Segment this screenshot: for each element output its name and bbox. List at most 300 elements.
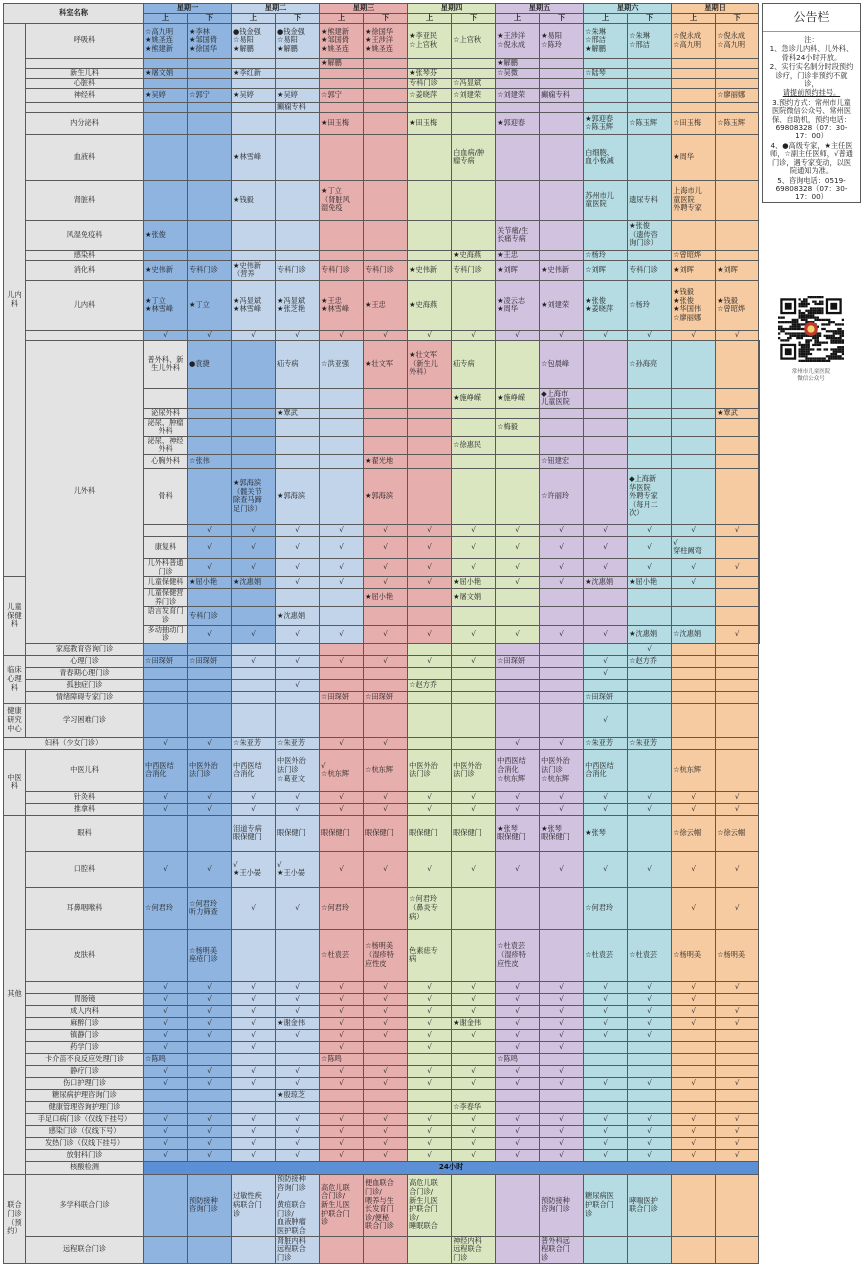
schedule-cell[interactable] bbox=[452, 929, 496, 981]
schedule-cell[interactable]: √ bbox=[320, 1041, 364, 1053]
schedule-cell[interactable]: √ bbox=[188, 1125, 232, 1137]
schedule-cell[interactable]: √ bbox=[232, 981, 276, 993]
schedule-cell[interactable]: √ bbox=[584, 1113, 628, 1125]
schedule-cell[interactable]: ★刘晖 bbox=[672, 260, 716, 280]
schedule-cell[interactable] bbox=[496, 667, 540, 679]
schedule-cell[interactable] bbox=[364, 102, 408, 112]
schedule-cell[interactable]: ☆田琛妍 bbox=[584, 691, 628, 703]
schedule-cell[interactable] bbox=[276, 68, 320, 78]
schedule-cell[interactable]: 疝专病 bbox=[276, 340, 320, 388]
schedule-cell[interactable]: √ bbox=[584, 1029, 628, 1041]
schedule-cell[interactable]: √ bbox=[232, 887, 276, 929]
schedule-cell[interactable]: √ bbox=[276, 1065, 320, 1077]
schedule-cell[interactable]: √ bbox=[232, 791, 276, 803]
schedule-cell[interactable]: √ bbox=[672, 330, 716, 340]
schedule-cell[interactable] bbox=[584, 78, 628, 88]
schedule-cell[interactable] bbox=[672, 1089, 716, 1101]
schedule-cell[interactable]: √ bbox=[452, 1125, 496, 1137]
schedule-cell[interactable]: √ bbox=[232, 1113, 276, 1125]
schedule-cell[interactable] bbox=[232, 408, 276, 418]
schedule-cell[interactable] bbox=[496, 408, 540, 418]
schedule-cell[interactable] bbox=[408, 1236, 452, 1263]
schedule-cell[interactable] bbox=[759, 607, 760, 625]
schedule-cell[interactable]: √ bbox=[144, 1125, 188, 1137]
schedule-cell[interactable]: √ bbox=[628, 1005, 672, 1017]
schedule-cell[interactable] bbox=[364, 180, 408, 220]
schedule-cell[interactable] bbox=[716, 655, 759, 667]
schedule-cell[interactable] bbox=[672, 388, 716, 408]
schedule-cell[interactable]: √ bbox=[276, 1125, 320, 1137]
schedule-cell[interactable]: √ bbox=[496, 1125, 540, 1137]
schedule-cell[interactable]: ★屈小艳 bbox=[364, 589, 408, 607]
schedule-cell[interactable]: √ bbox=[364, 1137, 408, 1149]
schedule-cell[interactable] bbox=[496, 607, 540, 625]
schedule-cell[interactable] bbox=[759, 524, 760, 536]
schedule-cell[interactable] bbox=[672, 58, 716, 68]
schedule-cell[interactable]: ★王涉洋 ☆倪永成 bbox=[496, 23, 540, 58]
schedule-cell[interactable] bbox=[232, 667, 276, 679]
schedule-cell[interactable] bbox=[672, 102, 716, 112]
schedule-cell[interactable] bbox=[188, 1053, 232, 1065]
schedule-cell[interactable]: ☆杨玲 bbox=[628, 280, 672, 330]
schedule-cell[interactable]: √ bbox=[628, 1125, 672, 1137]
schedule-cell[interactable] bbox=[364, 220, 408, 250]
schedule-cell[interactable]: ☆田琛妍 bbox=[188, 655, 232, 667]
schedule-cell[interactable] bbox=[584, 436, 628, 454]
schedule-cell[interactable] bbox=[408, 250, 452, 260]
schedule-cell[interactable]: ★屠文娟 bbox=[452, 589, 496, 607]
schedule-cell[interactable]: √ bbox=[628, 1137, 672, 1149]
schedule-cell[interactable]: √ bbox=[672, 981, 716, 993]
schedule-cell[interactable]: √ bbox=[584, 667, 628, 679]
schedule-cell[interactable] bbox=[584, 58, 628, 68]
schedule-cell[interactable]: √ bbox=[276, 803, 320, 815]
schedule-cell[interactable]: √ bbox=[584, 1149, 628, 1161]
schedule-cell[interactable]: √ bbox=[408, 1113, 452, 1125]
schedule-cell[interactable] bbox=[540, 887, 584, 929]
schedule-cell[interactable] bbox=[716, 1029, 759, 1041]
schedule-cell[interactable] bbox=[232, 929, 276, 981]
schedule-cell[interactable]: √ bbox=[540, 737, 584, 749]
schedule-cell[interactable]: √ bbox=[584, 1005, 628, 1017]
schedule-cell[interactable]: ★张俊 （遗传咨 询门诊） bbox=[628, 220, 672, 250]
schedule-cell[interactable] bbox=[452, 180, 496, 220]
schedule-cell[interactable] bbox=[759, 388, 760, 408]
schedule-cell[interactable] bbox=[188, 250, 232, 260]
schedule-cell[interactable] bbox=[408, 643, 452, 655]
schedule-cell[interactable] bbox=[276, 134, 320, 180]
schedule-cell[interactable]: ★徐国华 ★王涉洋 ★姚圣连 bbox=[364, 23, 408, 58]
schedule-cell[interactable]: ★谢金伟 bbox=[452, 1017, 496, 1029]
schedule-cell[interactable]: √ bbox=[144, 1137, 188, 1149]
schedule-cell[interactable]: √ bbox=[188, 981, 232, 993]
schedule-cell[interactable]: √ bbox=[276, 1005, 320, 1017]
schedule-cell[interactable] bbox=[584, 643, 628, 655]
schedule-cell[interactable] bbox=[496, 1174, 540, 1236]
schedule-cell[interactable] bbox=[276, 58, 320, 68]
schedule-cell[interactable]: √ bbox=[716, 981, 759, 993]
schedule-cell[interactable]: √ bbox=[716, 1077, 759, 1089]
schedule-cell[interactable] bbox=[496, 134, 540, 180]
schedule-cell[interactable] bbox=[144, 1174, 188, 1236]
schedule-cell[interactable]: ☆郭宁 bbox=[320, 88, 364, 102]
schedule-cell[interactable] bbox=[364, 88, 408, 102]
schedule-cell[interactable]: √ bbox=[540, 851, 584, 887]
schedule-cell[interactable] bbox=[540, 58, 584, 68]
schedule-cell[interactable]: 普外科远 程联合门 诊 bbox=[540, 1236, 584, 1263]
schedule-cell[interactable]: √ ☆杭东辉 bbox=[320, 749, 364, 791]
schedule-cell[interactable] bbox=[672, 1065, 716, 1077]
schedule-cell[interactable] bbox=[628, 418, 672, 436]
schedule-cell[interactable] bbox=[452, 220, 496, 250]
schedule-cell[interactable]: ★王忠 bbox=[496, 250, 540, 260]
schedule-cell[interactable] bbox=[496, 887, 540, 929]
schedule-cell[interactable]: √ bbox=[452, 791, 496, 803]
schedule-cell[interactable] bbox=[364, 78, 408, 88]
schedule-cell[interactable]: ☆杨明美 bbox=[716, 929, 759, 981]
schedule-cell[interactable]: ☆许丽玲 bbox=[540, 468, 584, 524]
schedule-cell[interactable]: ★解鹏 bbox=[320, 58, 364, 68]
schedule-cell[interactable]: √ bbox=[364, 737, 408, 749]
schedule-cell[interactable]: √ bbox=[452, 1113, 496, 1125]
schedule-cell[interactable]: √ bbox=[452, 1005, 496, 1017]
schedule-cell[interactable] bbox=[584, 408, 628, 418]
schedule-cell[interactable] bbox=[672, 1053, 716, 1065]
schedule-cell[interactable] bbox=[496, 340, 540, 388]
schedule-cell[interactable]: √ bbox=[232, 993, 276, 1005]
schedule-cell[interactable]: ★谢金伟 bbox=[276, 1017, 320, 1029]
schedule-cell[interactable]: ☆何君玲 bbox=[320, 887, 364, 929]
schedule-cell[interactable] bbox=[408, 220, 452, 250]
schedule-cell[interactable]: ☆朱亚芳 bbox=[584, 737, 628, 749]
schedule-cell[interactable]: ★施峥嵘 bbox=[452, 388, 496, 408]
schedule-cell[interactable] bbox=[716, 340, 759, 388]
schedule-cell[interactable]: ☆陈鸣 bbox=[320, 1053, 364, 1065]
schedule-cell[interactable]: √ bbox=[716, 1149, 759, 1161]
schedule-cell[interactable] bbox=[452, 468, 496, 524]
schedule-cell[interactable] bbox=[364, 679, 408, 691]
schedule-cell[interactable]: √ bbox=[320, 1077, 364, 1089]
schedule-cell[interactable]: √ bbox=[232, 536, 276, 558]
schedule-cell[interactable]: √ bbox=[144, 1149, 188, 1161]
schedule-cell[interactable] bbox=[364, 1236, 408, 1263]
schedule-cell[interactable]: √ bbox=[364, 1149, 408, 1161]
schedule-cell[interactable]: √ bbox=[452, 330, 496, 340]
schedule-cell[interactable]: √ bbox=[320, 577, 364, 589]
schedule-cell[interactable]: √ bbox=[584, 981, 628, 993]
schedule-cell[interactable] bbox=[496, 102, 540, 112]
schedule-cell[interactable] bbox=[188, 112, 232, 134]
schedule-cell[interactable] bbox=[276, 418, 320, 436]
schedule-cell[interactable]: ★屈小艳 bbox=[452, 577, 496, 589]
schedule-cell[interactable]: √ bbox=[540, 993, 584, 1005]
schedule-cell[interactable]: √ bbox=[320, 1005, 364, 1017]
schedule-cell[interactable]: √ 穿柱阙弯 bbox=[672, 536, 716, 558]
schedule-cell[interactable]: √ bbox=[408, 625, 452, 643]
schedule-cell[interactable] bbox=[144, 78, 188, 88]
schedule-cell[interactable] bbox=[628, 1041, 672, 1053]
schedule-cell[interactable]: ☆高九明 ★姚圣连 ★熊建新 bbox=[144, 23, 188, 58]
schedule-cell[interactable] bbox=[364, 667, 408, 679]
schedule-cell[interactable] bbox=[188, 1236, 232, 1263]
schedule-cell[interactable] bbox=[232, 78, 276, 88]
schedule-cell[interactable]: √ bbox=[540, 1065, 584, 1077]
schedule-cell[interactable]: ☆陈鸣 bbox=[144, 1053, 188, 1065]
schedule-cell[interactable] bbox=[320, 667, 364, 679]
schedule-cell[interactable] bbox=[672, 1041, 716, 1053]
schedule-cell[interactable] bbox=[232, 589, 276, 607]
schedule-cell[interactable]: √ bbox=[320, 536, 364, 558]
schedule-cell[interactable]: √ bbox=[540, 1029, 584, 1041]
schedule-cell[interactable]: √ bbox=[188, 1017, 232, 1029]
schedule-cell[interactable]: √ bbox=[496, 851, 540, 887]
schedule-cell[interactable]: √ bbox=[584, 703, 628, 737]
schedule-cell[interactable]: ☆何君玲 bbox=[584, 887, 628, 929]
schedule-cell[interactable]: ☆杭东辉 bbox=[364, 749, 408, 791]
schedule-cell[interactable] bbox=[276, 667, 320, 679]
schedule-cell[interactable]: √ bbox=[672, 851, 716, 887]
schedule-cell[interactable] bbox=[364, 607, 408, 625]
schedule-cell[interactable]: √ bbox=[452, 803, 496, 815]
schedule-cell[interactable] bbox=[188, 58, 232, 68]
schedule-cell[interactable] bbox=[759, 558, 760, 576]
schedule-cell[interactable]: √ bbox=[452, 981, 496, 993]
schedule-cell[interactable] bbox=[452, 1041, 496, 1053]
schedule-cell[interactable] bbox=[716, 436, 759, 454]
schedule-cell[interactable] bbox=[672, 78, 716, 88]
schedule-cell[interactable] bbox=[188, 703, 232, 737]
schedule-cell[interactable]: √ bbox=[276, 655, 320, 667]
schedule-cell[interactable] bbox=[452, 737, 496, 749]
schedule-cell[interactable]: ☆朱琳 ☆邢洁 bbox=[628, 23, 672, 58]
schedule-cell[interactable] bbox=[144, 180, 188, 220]
schedule-cell[interactable]: 白细胞、 血小板减 bbox=[584, 134, 628, 180]
schedule-cell[interactable] bbox=[408, 737, 452, 749]
schedule-cell[interactable] bbox=[144, 667, 188, 679]
schedule-cell[interactable]: ★史伟新 bbox=[144, 260, 188, 280]
schedule-cell[interactable]: √ bbox=[408, 1041, 452, 1053]
schedule-cell[interactable]: 色素痣专 病 bbox=[408, 929, 452, 981]
schedule-cell[interactable]: ★沈惠娟 bbox=[584, 577, 628, 589]
schedule-cell[interactable]: 中西医结 合消化 bbox=[584, 749, 628, 791]
schedule-cell[interactable]: √ bbox=[144, 993, 188, 1005]
schedule-cell[interactable]: ★钱毅 ☆曾昭烨 bbox=[716, 280, 759, 330]
schedule-cell[interactable]: ☆徐惠民 bbox=[452, 436, 496, 454]
schedule-cell[interactable] bbox=[452, 1089, 496, 1101]
schedule-cell[interactable]: ☆曾昭烨 bbox=[672, 250, 716, 260]
schedule-cell[interactable] bbox=[276, 180, 320, 220]
schedule-cell[interactable] bbox=[276, 691, 320, 703]
schedule-cell[interactable]: ☆廖丽娜 bbox=[716, 88, 759, 102]
schedule-cell[interactable]: ☆刘晖 bbox=[584, 260, 628, 280]
schedule-cell[interactable]: √ bbox=[584, 330, 628, 340]
schedule-cell[interactable]: √ bbox=[672, 1149, 716, 1161]
schedule-cell[interactable] bbox=[188, 418, 232, 436]
schedule-cell[interactable] bbox=[188, 180, 232, 220]
schedule-cell[interactable]: √ bbox=[540, 1125, 584, 1137]
schedule-cell[interactable] bbox=[276, 703, 320, 737]
schedule-cell[interactable] bbox=[628, 134, 672, 180]
schedule-cell[interactable]: √ bbox=[232, 803, 276, 815]
schedule-cell[interactable]: √ bbox=[540, 558, 584, 576]
schedule-cell[interactable]: ☆朱亚芳 bbox=[628, 737, 672, 749]
schedule-cell[interactable]: √ bbox=[452, 558, 496, 576]
schedule-cell[interactable] bbox=[759, 418, 760, 436]
schedule-cell[interactable]: √ bbox=[408, 524, 452, 536]
schedule-cell[interactable]: ★解鹏 bbox=[496, 58, 540, 68]
schedule-cell[interactable]: √ bbox=[496, 1029, 540, 1041]
schedule-cell[interactable]: √ bbox=[496, 1005, 540, 1017]
schedule-cell[interactable]: √ bbox=[364, 1029, 408, 1041]
schedule-cell[interactable]: ☆吴微 bbox=[496, 68, 540, 78]
schedule-cell[interactable]: √ bbox=[232, 1017, 276, 1029]
schedule-cell[interactable]: ★史海燕 bbox=[408, 280, 452, 330]
schedule-cell[interactable] bbox=[759, 577, 760, 589]
schedule-cell[interactable] bbox=[144, 929, 188, 981]
schedule-cell[interactable] bbox=[540, 436, 584, 454]
schedule-cell[interactable]: √ bbox=[364, 1077, 408, 1089]
schedule-cell[interactable]: √ bbox=[320, 524, 364, 536]
schedule-cell[interactable]: ☆杨明美 （湿疹特 应性皮 bbox=[364, 929, 408, 981]
schedule-cell[interactable]: ☆冯显斌 bbox=[452, 78, 496, 88]
schedule-cell[interactable] bbox=[628, 1089, 672, 1101]
schedule-cell[interactable]: ★壮文军 bbox=[364, 340, 408, 388]
schedule-cell[interactable]: √ bbox=[144, 737, 188, 749]
schedule-cell[interactable]: √ bbox=[320, 993, 364, 1005]
schedule-cell[interactable]: 专科门诊 bbox=[276, 260, 320, 280]
schedule-cell[interactable] bbox=[628, 1053, 672, 1065]
schedule-cell[interactable] bbox=[628, 1236, 672, 1263]
schedule-cell[interactable]: √ bbox=[320, 1113, 364, 1125]
schedule-cell[interactable]: ★吴婷 bbox=[144, 88, 188, 102]
schedule-cell[interactable] bbox=[144, 1089, 188, 1101]
schedule-cell[interactable]: √ bbox=[408, 803, 452, 815]
schedule-cell[interactable]: √ bbox=[496, 558, 540, 576]
schedule-cell[interactable]: √ bbox=[144, 1029, 188, 1041]
schedule-cell[interactable]: √ bbox=[496, 1041, 540, 1053]
schedule-cell[interactable] bbox=[672, 607, 716, 625]
schedule-cell[interactable] bbox=[320, 68, 364, 78]
schedule-cell[interactable]: √ bbox=[276, 625, 320, 643]
schedule-cell[interactable]: √ bbox=[496, 1017, 540, 1029]
schedule-cell[interactable]: √ bbox=[408, 1149, 452, 1161]
schedule-cell[interactable] bbox=[144, 250, 188, 260]
schedule-cell[interactable] bbox=[276, 1101, 320, 1113]
schedule-cell[interactable]: ★郭迎春 ☆陈玉辉 bbox=[584, 112, 628, 134]
schedule-cell[interactable] bbox=[232, 1089, 276, 1101]
schedule-cell[interactable]: ☆杨明美 bbox=[672, 929, 716, 981]
schedule-cell[interactable] bbox=[144, 815, 188, 851]
schedule-cell[interactable]: ☆孙海亮 bbox=[628, 340, 672, 388]
schedule-cell[interactable]: 中医外治 法门诊 bbox=[452, 749, 496, 791]
schedule-cell[interactable] bbox=[452, 454, 496, 468]
schedule-cell[interactable] bbox=[320, 250, 364, 260]
schedule-cell[interactable]: √ bbox=[408, 1005, 452, 1017]
schedule-cell[interactable]: ☆杨玲 bbox=[584, 250, 628, 260]
schedule-cell[interactable] bbox=[540, 112, 584, 134]
schedule-cell[interactable]: √ bbox=[584, 524, 628, 536]
schedule-cell[interactable] bbox=[716, 1174, 759, 1236]
schedule-cell[interactable]: √ bbox=[628, 1149, 672, 1161]
schedule-cell[interactable] bbox=[408, 1101, 452, 1113]
schedule-cell[interactable]: √ bbox=[276, 1149, 320, 1161]
schedule-cell[interactable]: √ bbox=[584, 1137, 628, 1149]
schedule-cell[interactable]: ☆杭东辉 bbox=[672, 749, 716, 791]
schedule-cell[interactable] bbox=[232, 679, 276, 691]
schedule-cell[interactable]: √ bbox=[540, 524, 584, 536]
schedule-cell[interactable]: 专科门诊 bbox=[628, 260, 672, 280]
schedule-cell[interactable]: ☆陈玉辉 bbox=[716, 112, 759, 134]
schedule-cell[interactable]: √ bbox=[408, 981, 452, 993]
schedule-cell[interactable] bbox=[276, 78, 320, 88]
schedule-cell[interactable]: √ bbox=[716, 851, 759, 887]
schedule-cell[interactable]: √ bbox=[716, 887, 759, 929]
schedule-cell[interactable]: ★周华 bbox=[672, 134, 716, 180]
schedule-cell[interactable] bbox=[672, 703, 716, 737]
schedule-cell[interactable] bbox=[364, 68, 408, 78]
schedule-cell[interactable]: √ bbox=[144, 1017, 188, 1029]
schedule-cell[interactable]: ★沈惠娟 bbox=[276, 607, 320, 625]
schedule-cell[interactable]: ★刘晖 bbox=[496, 260, 540, 280]
schedule-cell[interactable] bbox=[320, 102, 364, 112]
schedule-cell[interactable]: √ bbox=[144, 1113, 188, 1125]
schedule-cell[interactable]: ★覃武 bbox=[716, 408, 759, 418]
schedule-cell[interactable]: √ bbox=[672, 1137, 716, 1149]
schedule-cell[interactable] bbox=[628, 1065, 672, 1077]
schedule-cell[interactable] bbox=[716, 418, 759, 436]
schedule-cell[interactable] bbox=[496, 78, 540, 88]
schedule-cell[interactable] bbox=[584, 1101, 628, 1113]
schedule-cell[interactable]: ★史海燕 bbox=[452, 250, 496, 260]
schedule-cell[interactable]: √ bbox=[672, 803, 716, 815]
schedule-cell[interactable]: √ bbox=[672, 1005, 716, 1017]
schedule-cell[interactable]: √ bbox=[232, 1149, 276, 1161]
schedule-cell[interactable] bbox=[408, 1053, 452, 1065]
schedule-cell[interactable]: ★丁立 ★林雪峰 bbox=[144, 280, 188, 330]
schedule-cell[interactable] bbox=[672, 1174, 716, 1236]
schedule-cell[interactable] bbox=[276, 220, 320, 250]
schedule-cell[interactable]: √ bbox=[232, 1125, 276, 1137]
schedule-cell[interactable] bbox=[716, 667, 759, 679]
schedule-cell[interactable]: √ bbox=[628, 524, 672, 536]
schedule-cell[interactable] bbox=[672, 88, 716, 102]
schedule-cell[interactable]: √ bbox=[408, 330, 452, 340]
schedule-cell[interactable]: ◆上海市 儿童医院 bbox=[540, 388, 584, 408]
schedule-cell[interactable] bbox=[584, 589, 628, 607]
schedule-cell[interactable] bbox=[232, 1053, 276, 1065]
schedule-cell[interactable]: √ bbox=[144, 1065, 188, 1077]
schedule-cell[interactable] bbox=[188, 68, 232, 78]
schedule-cell[interactable]: √ bbox=[276, 1029, 320, 1041]
schedule-cell[interactable] bbox=[364, 134, 408, 180]
schedule-cell[interactable]: √ bbox=[540, 791, 584, 803]
schedule-cell[interactable]: √ bbox=[364, 1065, 408, 1077]
schedule-cell[interactable]: √ bbox=[672, 524, 716, 536]
schedule-cell[interactable] bbox=[276, 250, 320, 260]
schedule-cell[interactable] bbox=[540, 703, 584, 737]
schedule-cell[interactable] bbox=[584, 1236, 628, 1263]
schedule-cell[interactable]: √ bbox=[188, 791, 232, 803]
schedule-cell[interactable]: ★钱毅 bbox=[232, 180, 276, 220]
schedule-cell[interactable] bbox=[496, 691, 540, 703]
schedule-cell[interactable]: √ bbox=[232, 1029, 276, 1041]
schedule-cell[interactable]: ★易阳 ☆陈玲 bbox=[540, 23, 584, 58]
schedule-cell[interactable] bbox=[364, 112, 408, 134]
schedule-cell[interactable] bbox=[320, 679, 364, 691]
schedule-cell[interactable] bbox=[672, 691, 716, 703]
schedule-cell[interactable]: √ bbox=[584, 803, 628, 815]
schedule-cell[interactable]: √ bbox=[276, 536, 320, 558]
